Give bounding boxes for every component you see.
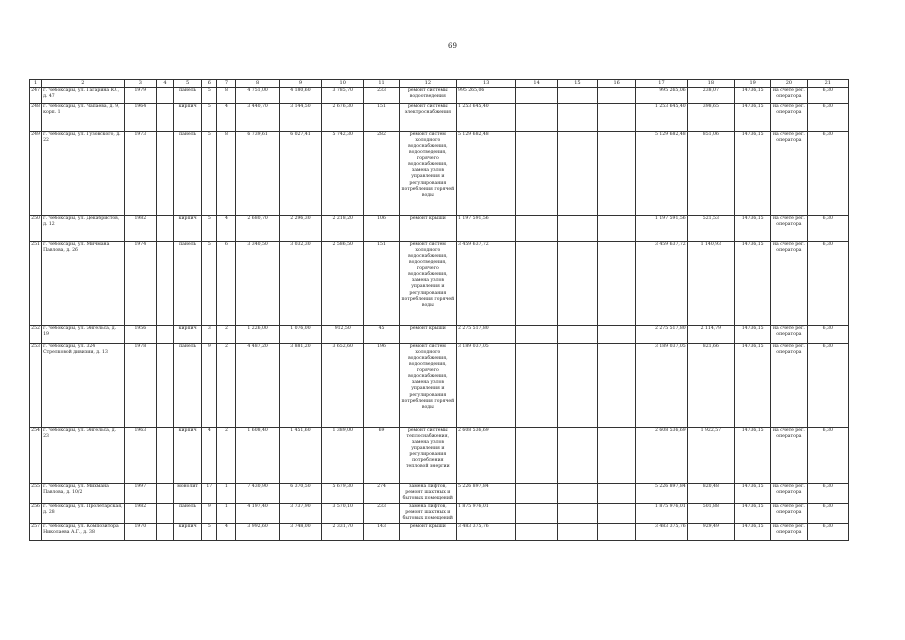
work-type-cell: ремонт крыши — [399, 216, 456, 242]
total-area-cell: 6 739,61 — [236, 132, 279, 216]
row-number-cell: 253 — [30, 344, 42, 428]
empty-cell — [516, 132, 557, 216]
year-cell: 1970 — [124, 524, 156, 541]
column-number-cell: 4 — [156, 80, 173, 88]
row-number-cell: 255 — [30, 484, 42, 504]
column-number-cell: 11 — [364, 80, 399, 88]
unit-cost-cell: 501,88 — [687, 504, 734, 524]
entrances-cell: 4 — [217, 104, 236, 132]
row-number-cell: 252 — [30, 326, 42, 344]
row-number-cell: 257 — [30, 524, 42, 541]
total-cost-cell: 5 129 682,48 — [636, 132, 687, 216]
entrances-cell: 2 — [217, 326, 236, 344]
address-cell: г. Чебоксары, ул. Пролетарская, д. 28 — [42, 504, 125, 524]
column-number-cell: 2 — [42, 80, 125, 88]
year-cell: 1974 — [124, 242, 156, 326]
empty-cell — [156, 216, 173, 242]
residential-area-cell: 2 331,70 — [322, 524, 364, 541]
work-cost-cell: 3 459 637,72 — [457, 242, 516, 326]
empty-cell — [156, 104, 173, 132]
work-type-cell: ремонт крыши — [399, 326, 456, 344]
column-number-cell: 21 — [807, 80, 848, 88]
work-cost-cell: 1 253 645,40 — [457, 104, 516, 132]
residents-cell: 151 — [364, 242, 399, 326]
empty-cell — [557, 88, 597, 104]
total-area-cell: 4 197,40 — [236, 504, 279, 524]
residents-cell: 282 — [364, 132, 399, 216]
total-cost-cell: 1 875 976,01 — [636, 504, 687, 524]
empty-cell — [156, 132, 173, 216]
floors-cell: 4 — [202, 428, 217, 484]
column-number-cell: 1 — [30, 80, 42, 88]
wall-material-cell: монолит — [174, 484, 202, 504]
floors-cell: 5 — [202, 104, 217, 132]
completion-year-cell: 6,30 — [807, 132, 848, 216]
total-cost-cell: 3 483 375,76 — [636, 524, 687, 541]
empty-cell — [557, 428, 597, 484]
residential-area-cell: 3 652,60 — [322, 344, 364, 428]
wall-material-cell: панель — [174, 88, 202, 104]
empty-cell — [516, 484, 557, 504]
max-unit-cost-cell: 14736,15 — [735, 88, 771, 104]
column-number-cell: 9 — [279, 80, 321, 88]
empty-cell — [516, 242, 557, 326]
empty-cell — [156, 88, 173, 104]
year-cell: 1973 — [124, 132, 156, 216]
total-area-cell: 3 992,60 — [236, 524, 279, 541]
year-cell: 1997 — [124, 484, 156, 504]
max-unit-cost-cell: 14736,15 — [735, 428, 771, 484]
wall-material-cell: кирпич — [174, 216, 202, 242]
wall-material-cell: кирпич — [174, 524, 202, 541]
total-cost-cell: 2 275 517,80 — [636, 326, 687, 344]
residential-area-cell: 5 742,30 — [322, 132, 364, 216]
work-cost-cell: 2 608 536,69 — [457, 428, 516, 484]
premises-area-cell: 4 180,60 — [279, 88, 321, 104]
work-type-cell: ремонт крыши — [399, 524, 456, 541]
column-number-cell: 13 — [457, 80, 516, 88]
work-cost-cell: 1 875 976,01 — [457, 504, 516, 524]
column-number-cell: 12 — [399, 80, 456, 88]
floors-cell: 9 — [202, 344, 217, 428]
table-row — [30, 88, 849, 104]
row-number-cell: 256 — [30, 504, 42, 524]
total-cost-cell: 5 226 897,84 — [636, 484, 687, 504]
work-type-cell: замена лифтов, ремонт шахтных и бытовых помещений — [399, 504, 456, 524]
empty-cell — [598, 484, 636, 504]
empty-cell — [557, 216, 597, 242]
max-unit-cost-cell: 14736,15 — [735, 326, 771, 344]
housing-register-table — [29, 79, 849, 541]
column-number-cell: 6 — [202, 80, 217, 88]
work-cost-cell: 5 129 682,48 — [457, 132, 516, 216]
empty-cell — [516, 88, 557, 104]
column-number-cell: 5 — [174, 80, 202, 88]
max-unit-cost-cell: 14736,15 — [735, 524, 771, 541]
residential-area-cell: 2 218,20 — [322, 216, 364, 242]
empty-cell — [516, 524, 557, 541]
row-number-cell: 247 — [30, 88, 42, 104]
column-number-cell: 18 — [687, 80, 734, 88]
fund-account-cell: на счете рег. оператора — [771, 326, 807, 344]
empty-cell — [598, 326, 636, 344]
residential-area-cell: 5 679,30 — [322, 484, 364, 504]
max-unit-cost-cell: 14736,15 — [735, 216, 771, 242]
max-unit-cost-cell: 14736,15 — [735, 104, 771, 132]
total-area-cell: 1 608,40 — [236, 428, 279, 484]
empty-cell — [156, 326, 173, 344]
completion-year-cell: 6,30 — [807, 88, 848, 104]
completion-year-cell: 6,30 — [807, 344, 848, 428]
column-number-cell: 20 — [771, 80, 807, 88]
residents-cell: 274 — [364, 484, 399, 504]
residential-area-cell: 912,50 — [322, 326, 364, 344]
total-area-cell: 1 226,00 — [236, 326, 279, 344]
empty-cell — [598, 132, 636, 216]
address-cell: г. Чебоксары, ул. Гузовского, д. 22 — [42, 132, 125, 216]
unit-cost-cell: 821,66 — [687, 344, 734, 428]
entrances-cell: 2 — [217, 344, 236, 428]
wall-material-cell: кирпич — [174, 326, 202, 344]
premises-area-cell: 2 296,30 — [279, 216, 321, 242]
fund-account-cell: на счете рег. оператора — [771, 504, 807, 524]
year-cell: 1982 — [124, 504, 156, 524]
total-area-cell: 3 340,50 — [236, 242, 279, 326]
work-cost-cell: 995 265,06 — [457, 88, 516, 104]
work-type-cell: ремонт системы водоотведения — [399, 88, 456, 104]
empty-cell — [598, 504, 636, 524]
empty-cell — [516, 504, 557, 524]
wall-material-cell: кирпич — [174, 428, 202, 484]
empty-cell — [156, 428, 173, 484]
column-number-cell: 16 — [598, 80, 636, 88]
table-row — [30, 326, 849, 344]
empty-cell — [516, 344, 557, 428]
premises-area-cell: 3 032,30 — [279, 242, 321, 326]
empty-cell — [598, 524, 636, 541]
floors-cell: 5 — [202, 524, 217, 541]
year-cell: 1963 — [124, 428, 156, 484]
address-cell: г. Чебоксары, ул. Энгельса, д. 23 — [42, 428, 125, 484]
empty-cell — [156, 484, 173, 504]
entrances-cell: 4 — [217, 216, 236, 242]
empty-cell — [598, 344, 636, 428]
entrances-cell: 1 — [217, 484, 236, 504]
fund-account-cell: на счете рег. оператора — [771, 484, 807, 504]
empty-cell — [557, 484, 597, 504]
max-unit-cost-cell: 14736,15 — [735, 484, 771, 504]
floors-cell: 5 — [202, 242, 217, 326]
work-cost-cell: 3 189 037,05 — [457, 344, 516, 428]
total-area-cell: 4 487,20 — [236, 344, 279, 428]
column-number-cell: 10 — [322, 80, 364, 88]
total-area-cell: 4 751,00 — [236, 88, 279, 104]
table-row — [30, 524, 849, 541]
premises-area-cell: 3 748,00 — [279, 524, 321, 541]
empty-cell — [156, 242, 173, 326]
column-number-cell: 14 — [516, 80, 557, 88]
total-cost-cell: 3 189 037,05 — [636, 344, 687, 428]
address-cell: г. Чебоксары, ул. Чапаева, д. 9, корп. 1 — [42, 104, 125, 132]
unit-cost-cell: 238,07 — [687, 88, 734, 104]
year-cell: 1982 — [124, 216, 156, 242]
residential-area-cell: 3 570,10 — [322, 504, 364, 524]
column-number-cell: 8 — [236, 80, 279, 88]
completion-year-cell: 6,30 — [807, 484, 848, 504]
work-type-cell: ремонт систем холодного водоснабжения, водоотведения, горячего водоснабжения, замена узлов управления и регулирования потребления горячей воды — [399, 132, 456, 216]
premises-area-cell: 6 370,50 — [279, 484, 321, 504]
column-number-cell: 17 — [636, 80, 687, 88]
empty-cell — [557, 326, 597, 344]
address-cell: г. Чебоксары, ул. Гагарина Ю., д. 47 — [42, 88, 125, 104]
address-cell: г. Чебоксары, ул. Энгельса, д. 19 — [42, 326, 125, 344]
empty-cell — [557, 242, 597, 326]
empty-cell — [557, 504, 597, 524]
premises-area-cell: 3 881,20 — [279, 344, 321, 428]
premises-area-cell: 3 144,50 — [279, 104, 321, 132]
work-type-cell: замена лифтов, ремонт шахтных и бытовых помещений — [399, 484, 456, 504]
floors-cell: 3 — [202, 326, 217, 344]
residential-area-cell: 2 586,50 — [322, 242, 364, 326]
completion-year-cell: 6,30 — [807, 428, 848, 484]
premises-area-cell: 6 027,41 — [279, 132, 321, 216]
table-row — [30, 132, 849, 216]
year-cell: 1956 — [124, 326, 156, 344]
year-cell: 1979 — [124, 88, 156, 104]
row-number-cell: 249 — [30, 132, 42, 216]
total-cost-cell: 995 265,06 — [636, 88, 687, 104]
row-number-cell: 248 — [30, 104, 42, 132]
row-number-cell: 250 — [30, 216, 42, 242]
table-row — [30, 104, 849, 132]
empty-cell — [598, 88, 636, 104]
fund-account-cell: на счете рег. оператора — [771, 132, 807, 216]
floors-cell: 9 — [202, 504, 217, 524]
year-cell: 1964 — [124, 104, 156, 132]
empty-cell — [516, 428, 557, 484]
residential-area-cell: 2 676,30 — [322, 104, 364, 132]
total-cost-cell: 1 253 645,40 — [636, 104, 687, 132]
residents-cell: 233 — [364, 88, 399, 104]
table-row — [30, 344, 849, 428]
max-unit-cost-cell: 14736,15 — [735, 504, 771, 524]
entrances-cell: 4 — [217, 524, 236, 541]
entrances-cell: 8 — [217, 88, 236, 104]
unit-cost-cell: 521,53 — [687, 216, 734, 242]
entrances-cell: 8 — [217, 132, 236, 216]
address-cell: г. Чебоксары, ул. 324 Стрелковой дивизии, д. 13 — [42, 344, 125, 428]
column-number-cell: 15 — [557, 80, 597, 88]
empty-cell — [557, 132, 597, 216]
empty-cell — [557, 104, 597, 132]
floors-cell: 5 — [202, 132, 217, 216]
fund-account-cell: на счете рег. оператора — [771, 104, 807, 132]
empty-cell — [598, 216, 636, 242]
empty-cell — [598, 104, 636, 132]
unit-cost-cell: 820,48 — [687, 484, 734, 504]
unit-cost-cell: 1 922,57 — [687, 428, 734, 484]
table-row — [30, 504, 849, 524]
empty-cell — [156, 504, 173, 524]
column-number-cell: 3 — [124, 80, 156, 88]
work-cost-cell: 5 226 897,84 — [457, 484, 516, 504]
total-cost-cell: 1 197 591,56 — [636, 216, 687, 242]
floors-cell: 5 — [202, 216, 217, 242]
completion-year-cell: 6,30 — [807, 504, 848, 524]
total-cost-cell: 3 459 637,72 — [636, 242, 687, 326]
residents-cell: 151 — [364, 104, 399, 132]
premises-area-cell: 1 076,00 — [279, 326, 321, 344]
completion-year-cell: 6,30 — [807, 216, 848, 242]
wall-material-cell: панель — [174, 504, 202, 524]
row-number-cell: 254 — [30, 428, 42, 484]
unit-cost-cell: 851,06 — [687, 132, 734, 216]
max-unit-cost-cell: 14736,15 — [735, 132, 771, 216]
empty-cell — [557, 344, 597, 428]
wall-material-cell: кирпич — [174, 104, 202, 132]
wall-material-cell: панель — [174, 242, 202, 326]
completion-year-cell: 6,30 — [807, 326, 848, 344]
floors-cell: 17 — [202, 484, 217, 504]
work-type-cell: ремонт систем холодного водоснабжения, водоотведения, горячего водоснабжения, замена узлов управления и регулирования потребления горячей воды — [399, 344, 456, 428]
floors-cell: 5 — [202, 88, 217, 104]
residents-cell: 143 — [364, 524, 399, 541]
residential-area-cell: 3 785,70 — [322, 88, 364, 104]
table-row — [30, 484, 849, 504]
entrances-cell: 6 — [217, 242, 236, 326]
total-area-cell: 7 430,90 — [236, 484, 279, 504]
unit-cost-cell: 929,49 — [687, 524, 734, 541]
fund-account-cell: на счете рег. оператора — [771, 344, 807, 428]
empty-cell — [156, 524, 173, 541]
total-cost-cell: 2 608 536,69 — [636, 428, 687, 484]
column-number-cell: 19 — [735, 80, 771, 88]
work-type-cell: ремонт системы электроснабжения — [399, 104, 456, 132]
unit-cost-cell: 2 114,79 — [687, 326, 734, 344]
fund-account-cell: на счете рег. оператора — [771, 242, 807, 326]
empty-cell — [516, 216, 557, 242]
work-type-cell: ремонт систем холодного водоснабжения, водоотведения, горячего водоснабжения, замена узлов управления и регулирования потребления горячей воды — [399, 242, 456, 326]
completion-year-cell: 6,30 — [807, 242, 848, 326]
page-number: 69 — [448, 42, 457, 50]
address-cell: г. Чебоксары, ул. Декабристов, д. 12 — [42, 216, 125, 242]
unit-cost-cell: 398,65 — [687, 104, 734, 132]
empty-cell — [516, 326, 557, 344]
residents-cell: 233 — [364, 504, 399, 524]
residents-cell: 69 — [364, 428, 399, 484]
premises-area-cell: 3 737,90 — [279, 504, 321, 524]
fund-account-cell: на счете рег. оператора — [771, 88, 807, 104]
wall-material-cell: панель — [174, 132, 202, 216]
table-row — [30, 216, 849, 242]
total-area-cell: 3 440,70 — [236, 104, 279, 132]
fund-account-cell: на счете рег. оператора — [771, 428, 807, 484]
empty-cell — [516, 104, 557, 132]
unit-cost-cell: 1 140,93 — [687, 242, 734, 326]
address-cell: г. Чебоксары, ул. Мичмана Павлова, д. 26 — [42, 242, 125, 326]
work-cost-cell: 2 275 517,80 — [457, 326, 516, 344]
row-number-cell: 251 — [30, 242, 42, 326]
residents-cell: 45 — [364, 326, 399, 344]
empty-cell — [557, 524, 597, 541]
residents-cell: 196 — [364, 344, 399, 428]
empty-cell — [598, 428, 636, 484]
address-cell: г. Чебоксары, ул. Михмана Павлова, д. 10/2 — [42, 484, 125, 504]
entrances-cell: 2 — [217, 428, 236, 484]
table-row — [30, 428, 849, 484]
year-cell: 1978 — [124, 344, 156, 428]
fund-account-cell: на счете рег. оператора — [771, 524, 807, 541]
address-cell: г. Чебоксары, ул. Композитора Николаева А.Г., д. 38 — [42, 524, 125, 541]
completion-year-cell: 6,30 — [807, 104, 848, 132]
entrances-cell: 1 — [217, 504, 236, 524]
completion-year-cell: 6,30 — [807, 524, 848, 541]
premises-area-cell: 1 451,60 — [279, 428, 321, 484]
table-row — [30, 242, 849, 326]
max-unit-cost-cell: 14736,15 — [735, 344, 771, 428]
work-cost-cell: 1 197 591,56 — [457, 216, 516, 242]
wall-material-cell: панель — [174, 344, 202, 428]
work-type-cell: ремонт системы теплоснабжения, замена узлов управления и регулирования потребления тепловой энергии — [399, 428, 456, 484]
column-number-cell: 7 — [217, 80, 236, 88]
max-unit-cost-cell: 14736,15 — [735, 242, 771, 326]
residential-area-cell: 1 389,00 — [322, 428, 364, 484]
empty-cell — [598, 242, 636, 326]
residents-cell: 106 — [364, 216, 399, 242]
empty-cell — [156, 344, 173, 428]
total-area-cell: 2 680,70 — [236, 216, 279, 242]
fund-account-cell: на счете рег. оператора — [771, 216, 807, 242]
work-cost-cell: 3 483 375,76 — [457, 524, 516, 541]
column-number-row — [30, 80, 849, 88]
